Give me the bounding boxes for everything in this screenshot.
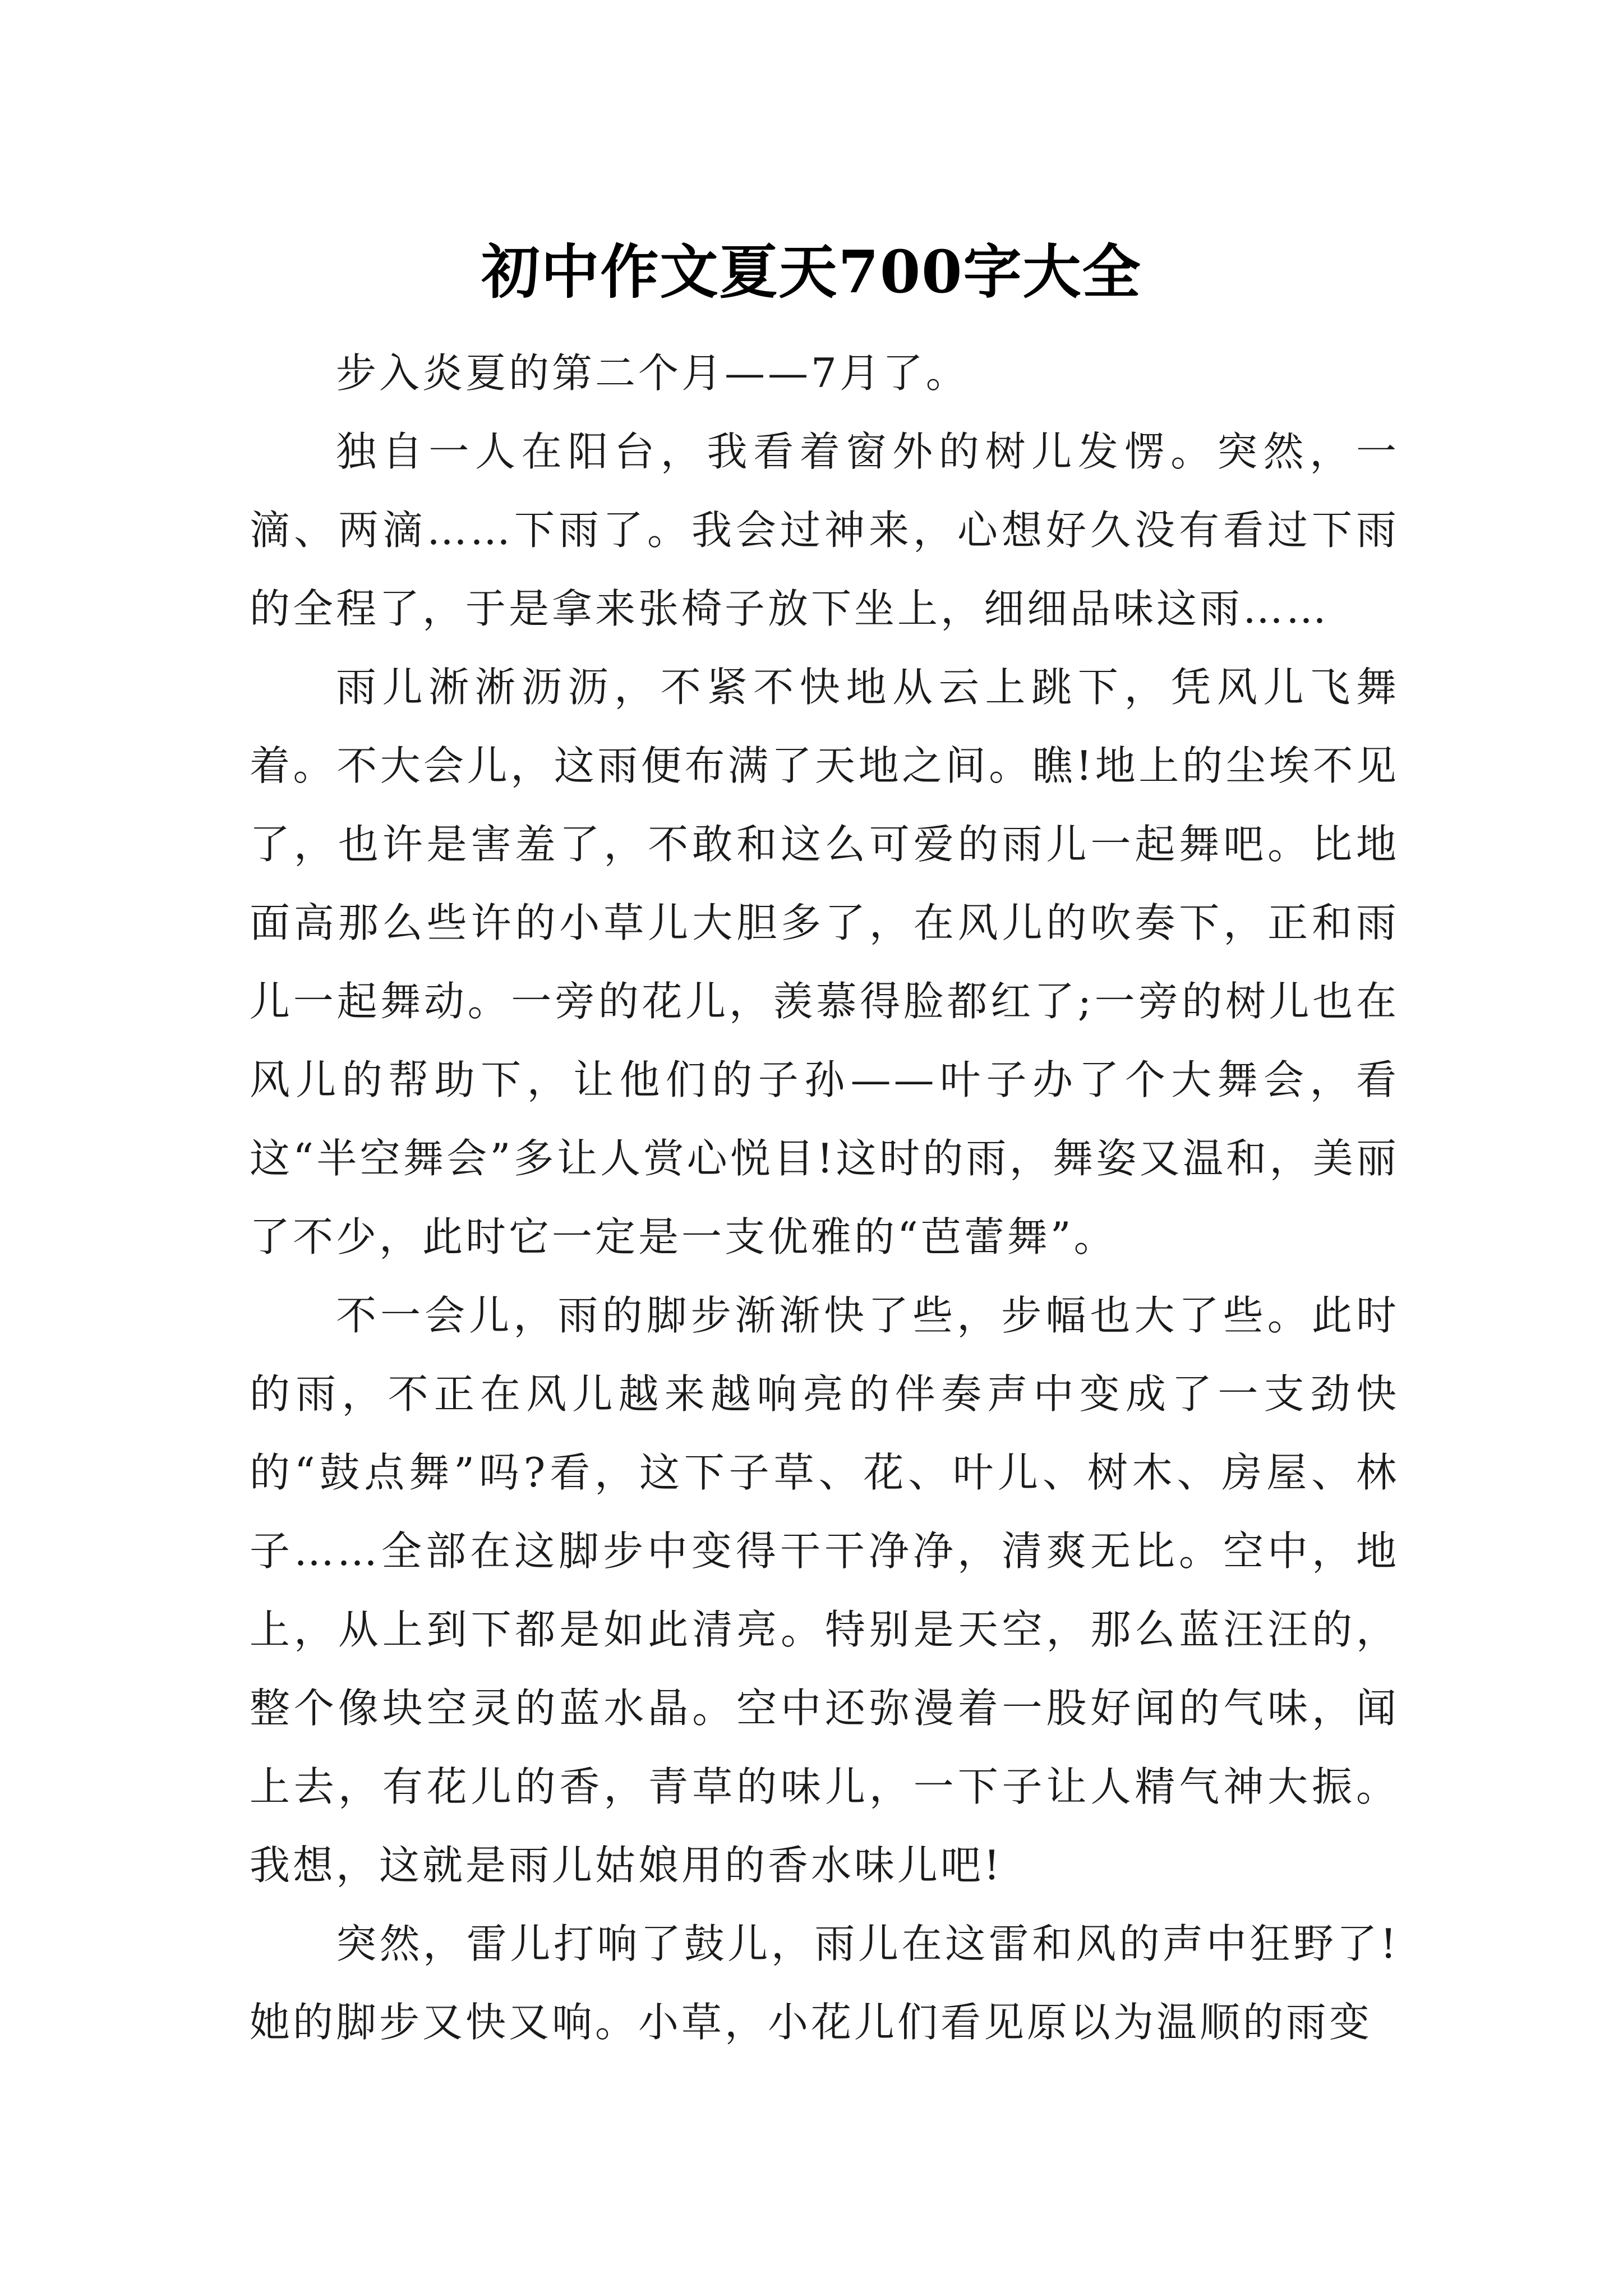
document-body: [250, 334, 1399, 2062]
paragraph-2: 独自一人在阳台，我看着窗外的树儿发愣。突然，一滴、两滴……下雨了。我会过神来，心想好久没有看过下雨的全程了，于是拿来张椅子放下坐上，细细品味这雨……: [250, 428, 1399, 632]
paragraph-3: 雨儿淅淅沥沥，不紧不快地从云上跳下，凭风儿飞舞着。不大会儿，这雨便布满了天地之间。瞧!地上的尘埃不见了，也许是害羞了，不敢和这么可爱的雨儿一起舞吧。比地面高那么些许的小草儿大胆多了，在风儿的吹奏下，正和雨儿一起舞动。一旁的花儿，羡慕得脸都红了;一旁的树儿也在风儿的帮助下，让他们的子孙——叶子办了个大舞会，看这“半空舞会”多让人赏心悦目!这时的雨，舞姿又温和，美丽了不少，此时它一定是一支优雅的“芭蕾舞”。: [250, 664, 1399, 1260]
paragraph-4: 不一会儿，雨的脚步渐渐快了些，步幅也大了些。此时的雨，不正在风儿越来越响亮的伴奏声中变成了一支劲快的“鼓点舞”吗?看，这下子草、花、叶儿、树木、房屋、林子……全部在这脚步中变得干干净净，清爽无比。空中，地上，从上到下都是如此清亮。特别是天空，那么蓝汪汪的，整个像块空灵的蓝水晶。空中还弥漫着一股好闻的气味，闻上去，有花儿的香，青草的味儿，一下子让人精气神大振。我想，这就是雨儿姑娘用的香水味儿吧!: [250, 1292, 1399, 1889]
paragraph-5: 突然，雷儿打响了鼓儿，雨儿在这雷和风的声中狂野了!她的脚步又快又响。小草，小花儿们看见原以为温顺的雨变: [250, 1920, 1399, 2046]
paragraph-1: 步入炎夏的第二个月——7月了。: [336, 349, 969, 397]
document-title: 初中作文夏天700字大全: [481, 237, 1142, 306]
